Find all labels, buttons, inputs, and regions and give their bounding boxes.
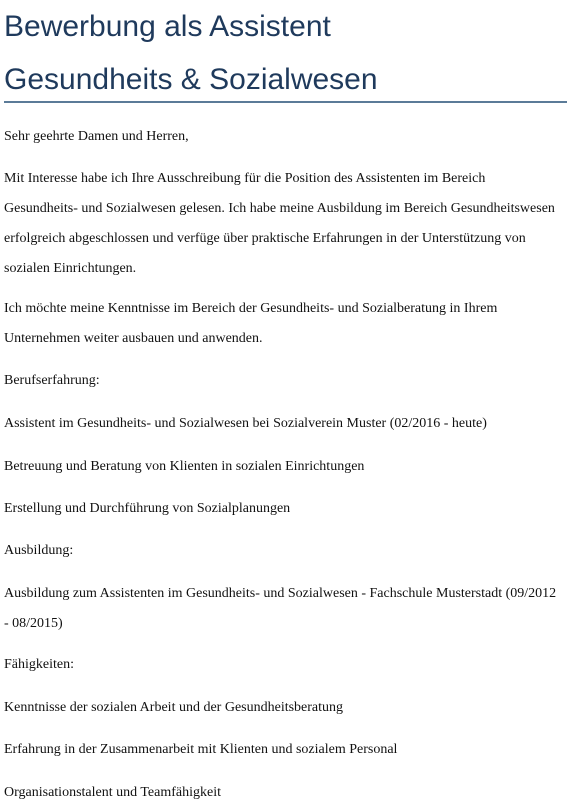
experience-item: Erstellung und Durchführung von Sozialplanungen bbox=[4, 501, 291, 516]
experience-heading: Berufserfahrung: bbox=[4, 373, 100, 388]
title-divider bbox=[4, 101, 567, 103]
experience-item: Assistent im Gesundheits- und Sozialwesen bei Sozialverein Muster (02/2016 - heute) bbox=[4, 416, 487, 431]
motivation-paragraph: Ich möchte meine Kenntnisse im Bereich der Gesundheits- und Sozialberatung in Ihrem Unternehmen weiter ausbauen und anwenden. bbox=[4, 301, 498, 346]
intro-paragraph: Mit Interesse habe ich Ihre Ausschreibung für die Position des Assistenten im Bereich Gesundheits- und Sozialwesen gelesen. Ich habe meine Ausbildung im Bereich Gesundheitswesen erfolgreich abgeschlossen und verfüge über praktische Erfahrungen in der Unterstützung von sozialen Einrichtungen. bbox=[4, 171, 555, 276]
experience-item: Betreuung und Beratung von Klienten in sozialen Einrichtungen bbox=[4, 459, 365, 474]
title-line-1: Bewerbung als Assistent bbox=[4, 10, 331, 43]
education-item: Ausbildung zum Assistenten im Gesundheits- und Sozialwesen - Fachschule Musterstadt (09/2012 - 08/2015) bbox=[4, 586, 557, 631]
salutation: Sehr geehrte Damen und Herren, bbox=[4, 129, 189, 144]
skills-item: Erfahrung in der Zusammenarbeit mit Klienten und sozialem Personal bbox=[4, 742, 398, 757]
education-heading: Ausbildung: bbox=[4, 543, 74, 558]
skills-item: Kenntnisse der sozialen Arbeit und der Gesundheitsberatung bbox=[4, 700, 344, 715]
skills-item: Organisationstalent und Teamfähigkeit bbox=[4, 785, 222, 800]
page-title bbox=[4, 0, 564, 106]
title-line-2: Gesundheits & Sozialwesen bbox=[4, 63, 378, 96]
skills-heading: Fähigkeiten: bbox=[4, 657, 74, 672]
